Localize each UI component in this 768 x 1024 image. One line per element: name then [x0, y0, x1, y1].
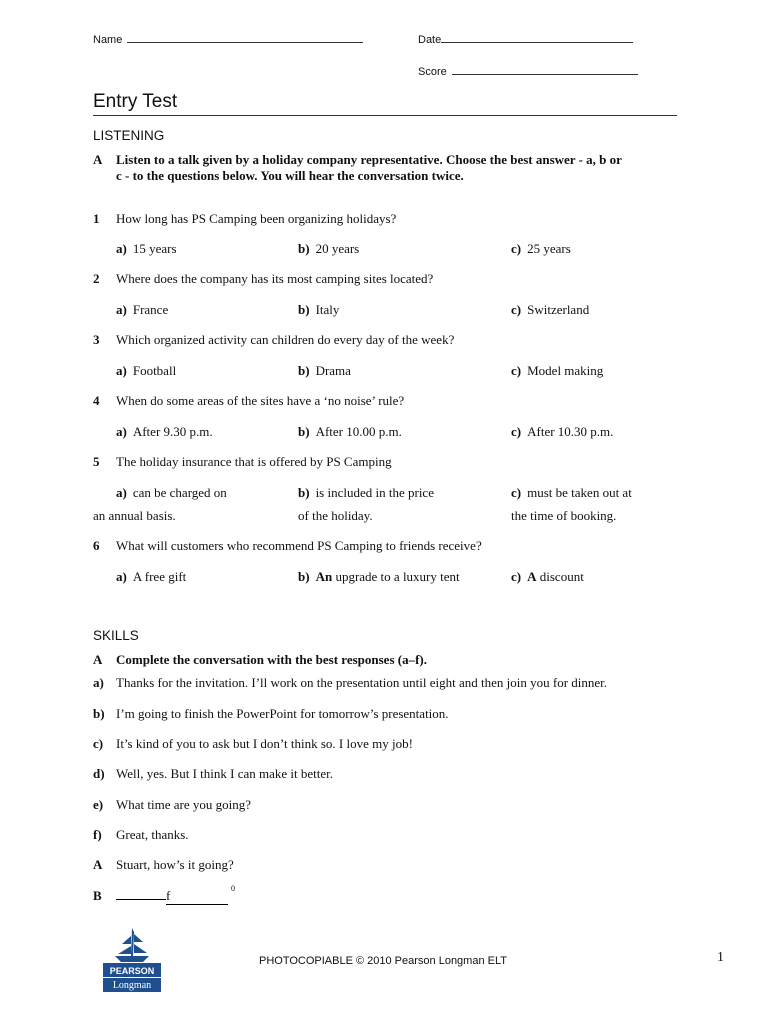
question-number: 6 — [93, 538, 100, 553]
question-text: The holiday insurance that is offered by PS Camping — [116, 454, 392, 469]
logo-bottom-text: Longman — [112, 980, 152, 991]
option-a[interactable]: a) can be charged on — [116, 485, 227, 500]
listening-instruction-line1: Listen to a talk given by a holiday company representative. Choose the best answer - a, b or — [116, 152, 622, 167]
response-label: b) — [93, 706, 105, 721]
option-b[interactable]: b) Italy — [298, 302, 340, 317]
question-number: 3 — [93, 332, 100, 347]
question-text: How long has PS Camping been organizing holidays? — [116, 211, 397, 226]
response-text: I’m going to finish the PowerPoint for tomorrow’s presentation. — [116, 706, 449, 721]
response-text: What time are you going? — [116, 797, 252, 812]
option-a[interactable]: a) After 9.30 p.m. — [116, 424, 213, 439]
option-c[interactable]: c) After 10.30 p.m. — [511, 424, 614, 439]
question-number: 5 — [93, 454, 100, 469]
answer-blank[interactable] — [116, 884, 235, 905]
skills-instruction: Complete the conversation with the best responses (a–f). — [116, 652, 428, 667]
name-label: Name — [93, 34, 123, 46]
page-title: Entry Test — [93, 91, 178, 112]
option-a[interactable]: a) Football — [116, 363, 177, 378]
name-blank[interactable] — [127, 33, 363, 43]
question-number: 4 — [93, 393, 100, 408]
response-label: c) — [93, 736, 104, 751]
ship-icon — [103, 926, 161, 992]
option-c[interactable]: c) must be taken out at — [511, 485, 632, 500]
answer-value: f — [166, 888, 228, 905]
dialogue-speaker: A — [93, 857, 103, 872]
option-a[interactable]: a) 15 years — [116, 241, 177, 256]
question-text: Where does the company has its most camping sites located? — [116, 271, 434, 286]
response-text: Well, yes. But I think I can make it better. — [116, 766, 334, 781]
option-b[interactable]: b) After 10.00 p.m. — [298, 424, 402, 439]
option-a[interactable]: a) France — [116, 302, 169, 317]
option-c[interactable]: c) 25 years — [511, 241, 571, 256]
date-label: Date — [418, 34, 442, 46]
score-field[interactable] — [418, 65, 638, 78]
page-number: 1 — [717, 950, 724, 965]
option-c[interactable]: c) A discount — [511, 569, 584, 584]
title-rule — [93, 115, 677, 116]
listening-heading: LISTENING — [93, 128, 165, 143]
question-text: What will customers who recommend PS Camping to friends receive? — [116, 538, 482, 553]
question-text: Which organized activity can children do every day of the week? — [116, 332, 455, 347]
listening-instruction-line2: c - to the questions below. You will hear the conversation twice. — [116, 168, 464, 183]
response-text: It’s kind of you to ask but I don’t think so. I love my job! — [116, 736, 413, 751]
option-b[interactable]: b) An upgrade to a luxury tent — [298, 569, 460, 584]
response-label: d) — [93, 766, 105, 781]
response-label: e) — [93, 797, 104, 812]
logo-top-text: PEARSON — [109, 966, 155, 976]
question-text: When do some areas of the sites have a ‘no noise’ rule? — [116, 393, 405, 408]
example-marker: 0 — [231, 884, 235, 893]
score-blank[interactable] — [452, 65, 638, 75]
option-c[interactable]: c) Model making — [511, 363, 604, 378]
date-blank[interactable] — [441, 33, 633, 43]
option-b-continued: of the holiday. — [298, 508, 373, 523]
date-field[interactable] — [418, 33, 633, 46]
dialogue-line: Stuart, how’s it going? — [116, 857, 234, 872]
question-number: 2 — [93, 271, 100, 286]
copyright-notice: PHOTOCOPIABLE © 2010 Pearson Longman ELT — [259, 955, 507, 967]
option-a[interactable]: a) A free gift — [116, 569, 187, 584]
option-b[interactable]: b) Drama — [298, 363, 351, 378]
option-b[interactable]: b) is included in the price — [298, 485, 434, 500]
dialogue-speaker: B — [93, 888, 102, 903]
score-label: Score — [418, 66, 447, 78]
option-c[interactable]: c) Switzerland — [511, 302, 590, 317]
response-text: Thanks for the invitation. I’ll work on the presentation until eight and then join you for dinner. — [116, 675, 608, 690]
response-label: a) — [93, 675, 104, 690]
name-field[interactable] — [93, 33, 363, 46]
option-a-continued: an annual basis. — [93, 508, 176, 523]
skills-instruction-letter: A — [93, 652, 103, 667]
response-label: f) — [93, 827, 102, 842]
skills-heading: SKILLS — [93, 628, 139, 643]
pearson-longman-logo — [103, 926, 161, 992]
response-text: Great, thanks. — [116, 827, 189, 842]
listening-instruction-letter: A — [93, 152, 103, 167]
question-number: 1 — [93, 211, 100, 226]
option-b[interactable]: b) 20 years — [298, 241, 360, 256]
option-c-continued: the time of booking. — [511, 508, 617, 523]
